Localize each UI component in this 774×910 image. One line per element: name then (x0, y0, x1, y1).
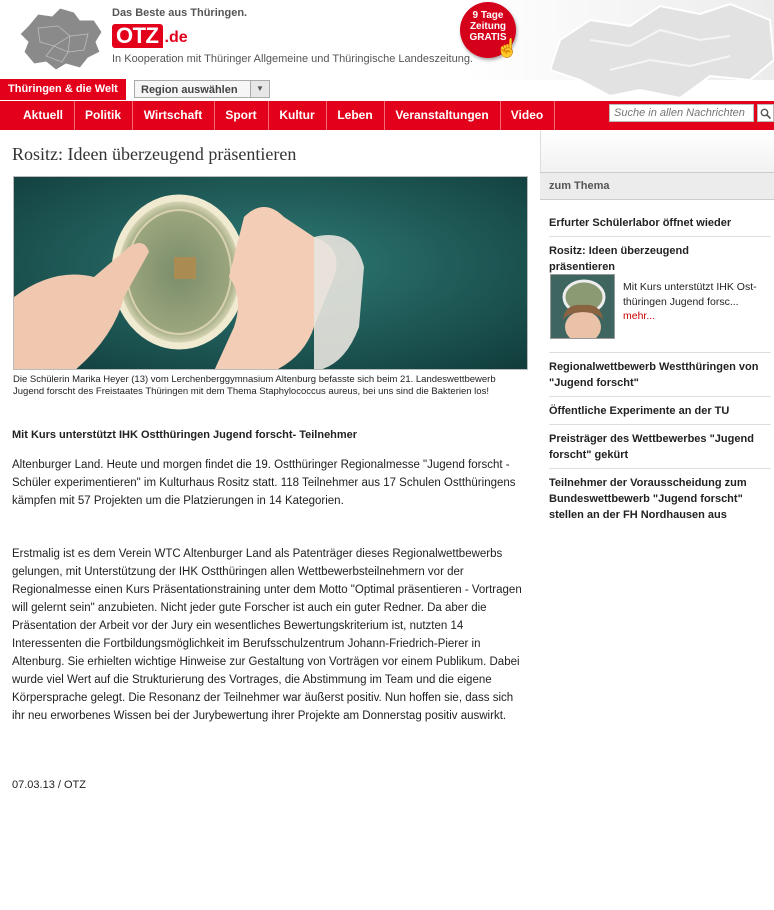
article-area (0, 130, 540, 800)
more-link[interactable]: mehr... (623, 310, 656, 322)
badge-line-2: Zeitung (469, 21, 507, 32)
region-select-label: Region auswählen (141, 84, 238, 96)
search-icon[interactable] (757, 104, 774, 122)
sidebar-heading: zum Thema (540, 172, 774, 200)
article-photo[interactable] (13, 176, 528, 370)
search-input[interactable] (609, 104, 754, 122)
sidebar (540, 130, 774, 800)
cooperation-note: In Kooperation mit Thüringer Allgemeine und Thüringische Landeszeitung. (112, 53, 473, 65)
sidebar-link-1[interactable]: Erfurter Schülerlabor öffnet wieder (549, 217, 732, 229)
petri-dish-image (14, 177, 528, 370)
sidebar-link-2[interactable]: Rositz: Ideen überzeugend präsentieren (549, 245, 689, 273)
article-subheading: Mit Kurs unterstützt IHK Ostthüringen Jugend forscht- Teilnehmer (12, 429, 358, 441)
teaser-photo (551, 275, 615, 339)
chevron-down-icon[interactable]: ▼ (250, 81, 269, 97)
article-paragraph-1: Altenburger Land. Heute und morgen findet die 19. Ostthüringer Regionalmesse "Jugend forscht - Schüler experimentieren" im Kulturhaus Rositz statt. 118 Teilnehmer aus 17 Schulen Ostthüringens kämpfen mit 57 Projekten um die Platzierungen in 14 Kategorien. (12, 459, 516, 507)
nav-item-politik[interactable]: Politik (74, 101, 133, 130)
sidebar-top-spacer (540, 130, 774, 172)
sidebar-link-5[interactable]: Preisträger des Wettbewerbes "Jugend forscht" gekürt (549, 433, 754, 461)
photo-caption: Die Schülerin Marika Heyer (13) vom Lerchenberggymnasium Altenburg befasste sich beim 21. Landeswettbewerb Jugend forscht des Freistaates Thüringen mit dem Thema Staphylococcus aureus, bei uns sind die Bakterien los! (13, 374, 496, 397)
thuringia-map-logo[interactable] (18, 6, 104, 72)
nav-item-video[interactable]: Video (500, 101, 555, 130)
divider (549, 236, 771, 237)
site-header (0, 0, 774, 80)
region-select[interactable] (134, 80, 270, 98)
logo-main: OTZ (112, 24, 163, 48)
divider (549, 396, 771, 397)
badge-line-1: 9 Tage (472, 10, 504, 21)
pointer-hand-icon: ☝ (496, 38, 519, 58)
badge-line-3: GRATIS (469, 32, 507, 43)
site-slogan: Das Beste aus Thüringen. (112, 7, 248, 19)
teaser-thumbnail[interactable] (550, 274, 615, 339)
sidebar-link-6[interactable]: Teilnehmer der Vorausscheidung zum Bundeswettbewerb "Jugend forscht" stellen an der FH Nordhausen aus (549, 477, 747, 521)
teaser-text: Mit Kurs unterstützt IHK Ost-thüringen Jugend forsc... (623, 281, 757, 308)
divider (549, 352, 771, 353)
nav-item-veranstaltungen[interactable]: Veranstaltungen (384, 101, 501, 130)
nav-item-sport[interactable]: Sport (214, 101, 269, 130)
article-dateline: 07.03.13 / OTZ (12, 779, 86, 791)
nav-item-wirtschaft[interactable]: Wirtschaft (132, 101, 215, 130)
sidebar-link-4[interactable]: Öffentliche Experimente an der TU (549, 405, 730, 417)
nav-item-kultur[interactable]: Kultur (268, 101, 327, 130)
tab-thueringen-welt[interactable]: Thüringen & die Welt (0, 79, 126, 100)
logo-suffix: .de (164, 29, 188, 46)
article-title: Rositz: Ideen überzeugend präsentieren (12, 144, 297, 164)
sidebar-link-3[interactable]: Regionalwettbewerb Westthüringen von "Jugend forscht" (549, 361, 759, 389)
nav-item-aktuell[interactable]: Aktuell (12, 101, 75, 130)
nav-item-leben[interactable]: Leben (326, 101, 385, 130)
divider (549, 468, 771, 469)
article-paragraph-2: Erstmalig ist es dem Verein WTC Altenburger Land als Patenträger dieses Regionalwettbewerbs gelungen, mit Unterstützung der IHK Ostthüringen allen Wettbewerbsteilnehmern vor der Regionalmesse einen Kurs Präsentationstraining unter dem Motto "Optimal präsentieren - Vortragen will gelernt sein" anzubieten. Nicht jeder gute Forscher ist auch ein guter Redner. Da aber die Präsentation der Arbeit vor der Jury ein wesentliches Bewertungskriterium ist, nutzten 14 Interessenten die Fortbildungsmöglichkeit im Berufsschulzentrum Johann-Friedrich-Pierer in Altenburg. Sie erhielten wichtige Hinweise zur Gestaltung von Vorträgen vor einem Publikum. Dabei wurde viel Wert auf die Strukturierung des Vortrages, die Abstimmung im Team und die eigene Körpersprache gelegt. Die Resonanz der Teilnehmer war äußerst positiv. Nun hoffen sie, dass sich ihr neu erworbenes Wissen bei der Jurybewertung ihrer Projekte am Donnerstag positiv auswirkt. (12, 548, 522, 722)
divider (549, 424, 771, 425)
region-bar (0, 79, 774, 100)
otz-logo[interactable] (112, 22, 188, 48)
